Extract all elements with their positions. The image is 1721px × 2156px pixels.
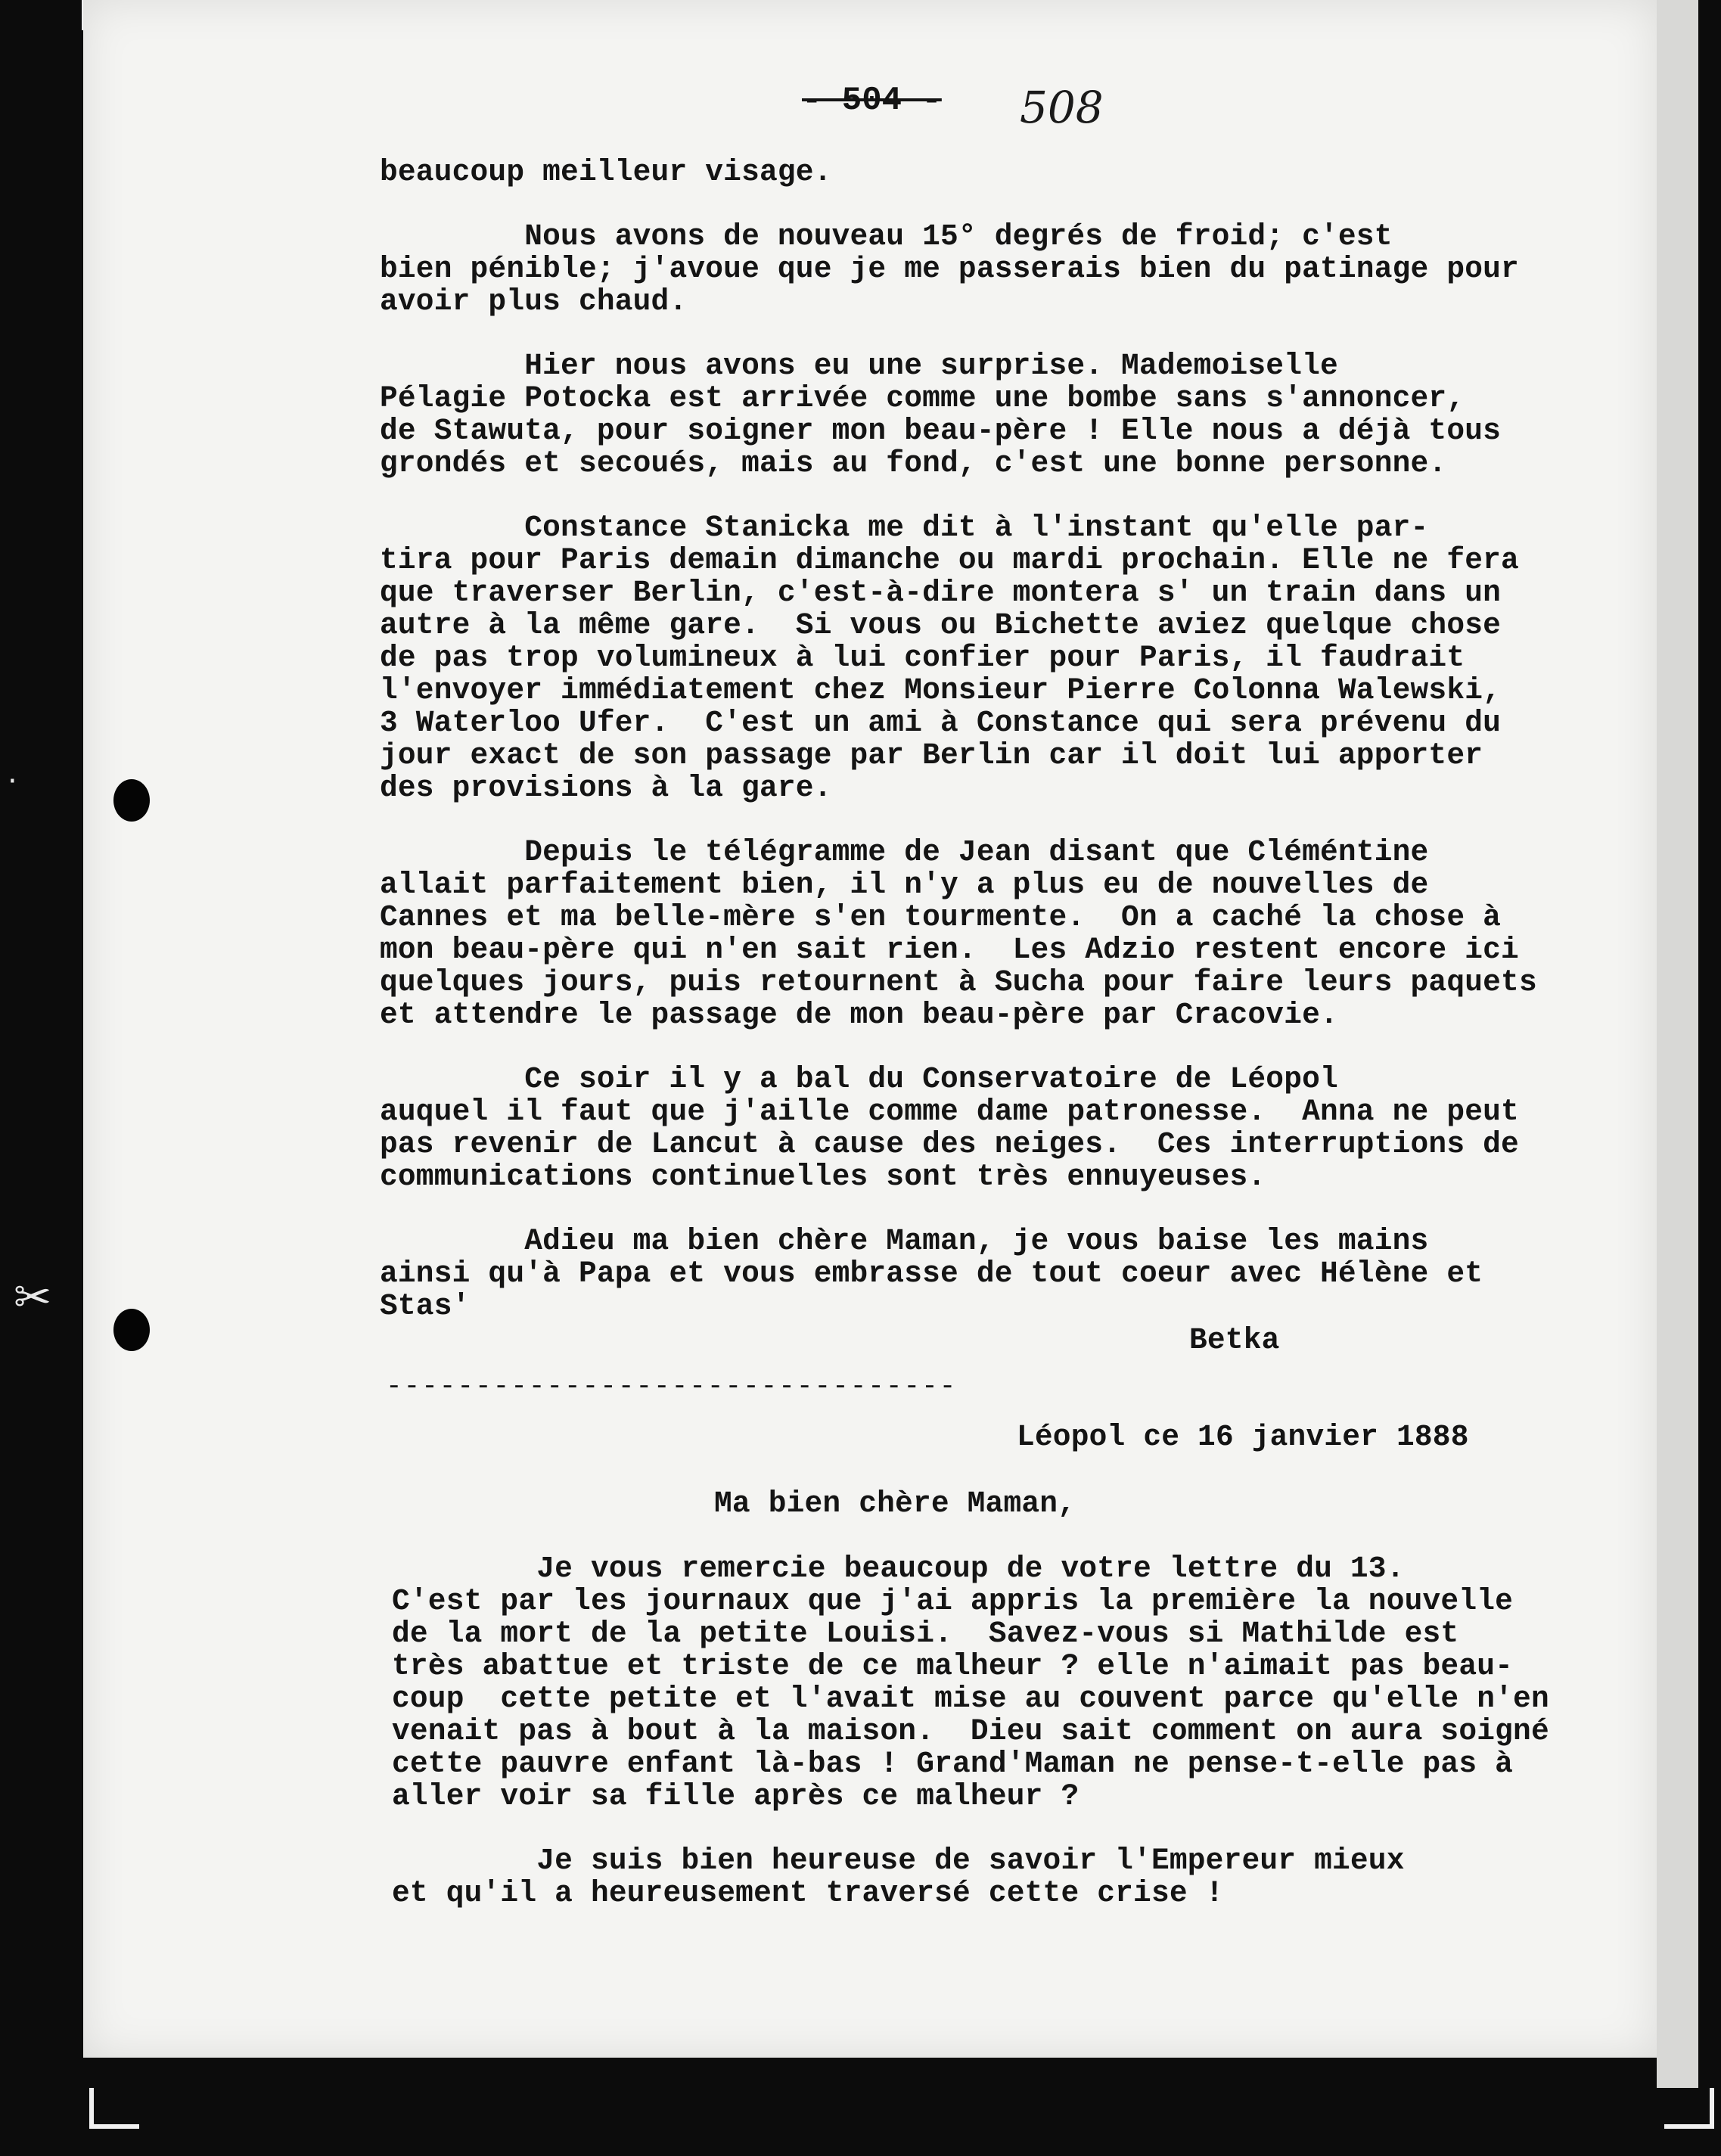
handwritten-page-number: 508 (1020, 82, 1104, 133)
text-line: grondés et secoués, mais au fond, c'est une bonne personne. (380, 446, 1447, 480)
text-line: allait parfaitement bien, il n'y a plus eu de nouvelles de (380, 868, 1429, 902)
paragraph (380, 349, 1501, 480)
struck-page-number: - 504 - (802, 82, 942, 120)
text-line: Ce soir il y a bal du Conservatoire de Léopol (380, 1062, 1338, 1096)
text-line: communications continuelles sont très ennuyeuses. (380, 1160, 1266, 1194)
text-line: de pas trop volumineux à lui confier pour Paris, il faudrait (380, 641, 1465, 675)
paragraph (380, 220, 1519, 318)
text-line: avoir plus chaud. (380, 284, 688, 318)
text-line: aller voir sa fille après ce malheur ? (392, 1779, 1080, 1813)
text-line: Adieu ma bien chère Maman, je vous baise les mains (380, 1224, 1429, 1258)
text-line: mon beau-père qui n'en sait rien. Les Adzio restent encore ici (380, 933, 1519, 967)
text-line: Cannes et ma belle-mère s'en tourmente. On a caché la chose à (380, 900, 1502, 934)
crop-mark-bottom-right (1664, 2088, 1714, 2129)
paragraph (380, 836, 1537, 1031)
text-line: beaucoup meilleur visage. (380, 155, 832, 189)
text-line: Constance Stanicka me dit à l'instant qu'elle par- (380, 511, 1429, 545)
text-line: Je suis bien heureuse de savoir l'Empereur mieux (392, 1844, 1405, 1878)
text-line: coup cette petite et l'avait mise au couvent parce qu'elle n'en (392, 1682, 1549, 1716)
place-date-line: Léopol ce 16 janvier 1888 (1017, 1420, 1469, 1454)
paragraph (392, 1552, 1549, 1813)
text-line: tira pour Paris demain dimanche ou mardi prochain. Elle ne fera (380, 543, 1519, 577)
text-line: de Stawuta, pour soigner mon beau-père ! Elle nous a déjà tous (380, 414, 1502, 448)
salutation: Ma bien chère Maman, (714, 1487, 1076, 1521)
text-line: jour exact de son passage par Berlin car il doit lui apporter (380, 738, 1483, 772)
text-line: Stas' (380, 1289, 471, 1323)
text-line: des provisions à la gare. (380, 771, 832, 805)
text-line: Pélagie Potocka est arrivée comme une bombe sans s'annoncer, (380, 381, 1465, 415)
text-line: l'envoyer immédiatement chez Monsieur Pierre Colonna Walewski, (380, 673, 1502, 707)
text-line: cette pauvre enfant là-bas ! Grand'Maman ne pense-t-elle pas à (392, 1747, 1514, 1781)
text-line: auquel il faut que j'aille comme dame patronesse. Anna ne peut (380, 1095, 1519, 1129)
paragraph (380, 1063, 1519, 1193)
page-edge-shadow (1657, 0, 1698, 2088)
punch-hole-upper (113, 779, 150, 822)
text-line: bien pénible; j'avoue que je me passerais bien du patinage pour (380, 252, 1519, 286)
crop-mark-bottom-left (89, 2088, 139, 2129)
text-line: venait pas à bout à la maison. Dieu sait comment on aura soigné (392, 1714, 1549, 1748)
text-line: C'est par les journaux que j'ai appris la première la nouvelle (392, 1584, 1514, 1618)
text-line: de la mort de la petite Louisi. Savez-vous si Mathilde est (392, 1617, 1459, 1651)
text-line: 3 Waterloo Ufer. C'est un ami à Constance qui sera prévenu du (380, 706, 1502, 740)
signature: Betka (1189, 1323, 1280, 1357)
text-line: pas revenir de Lancut à cause des neiges. Ces interruptions de (380, 1127, 1519, 1161)
text-line: Je vous remercie beaucoup de votre lettre du 13. (392, 1552, 1405, 1586)
text-line: quelques jours, puis retournent à Sucha pour faire leurs paquets (380, 965, 1537, 999)
edge-scissor-icon: ✂ (14, 1271, 52, 1324)
text-line: autre à la même gare. Si vous ou Bichette aviez quelque chose (380, 608, 1502, 642)
paragraph (392, 1844, 1405, 1909)
text-line: Depuis le télégramme de Jean disant que Cléméntine (380, 835, 1429, 869)
paragraph (380, 511, 1519, 804)
text-line: très abattue et triste de ce malheur ? elle n'aimait pas beau- (392, 1649, 1514, 1683)
text-line: Nous avons de nouveau 15° degrés de froid; c'est (380, 219, 1393, 253)
text-line: que traverser Berlin, c'est-à-dire montera s' un train dans un (380, 576, 1502, 610)
edge-tick-mark-icon: · (8, 764, 17, 799)
paragraph (380, 156, 832, 188)
text-line: Hier nous avons eu une surprise. Mademoiselle (380, 349, 1338, 383)
paragraph (380, 1225, 1483, 1322)
text-line: ainsi qu'à Papa et vous embrasse de tout coeur avec Hélène et (380, 1257, 1483, 1291)
punch-hole-lower (113, 1309, 150, 1351)
text-line: et qu'il a heureusement traversé cette crise ! (392, 1876, 1224, 1910)
letter-separator-rule: -------------------------------- (386, 1371, 958, 1402)
text-line: et attendre le passage de mon beau-père par Cracovie. (380, 998, 1338, 1032)
page-number (802, 82, 942, 120)
